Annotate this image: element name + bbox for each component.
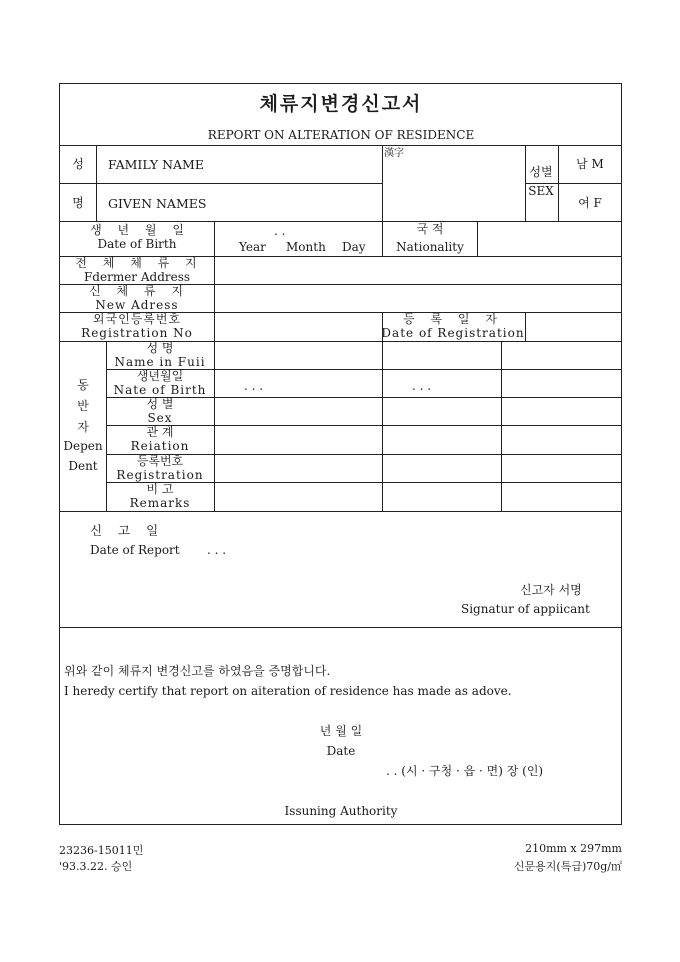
dependent-row-label-en: Nate of Birth bbox=[113, 383, 207, 397]
rule bbox=[96, 145, 97, 221]
new-address-en-label: New Adress bbox=[95, 298, 179, 312]
dependent-birth-dots: . . . bbox=[412, 379, 432, 393]
rule bbox=[214, 221, 215, 511]
rule bbox=[60, 221, 621, 222]
registration-date-en-label: Date of Registration bbox=[381, 326, 525, 340]
rule bbox=[60, 511, 621, 512]
dependent-en-label: Depen bbox=[63, 439, 103, 453]
nationality-ko-label: 국 적 bbox=[416, 222, 444, 236]
dependent-ko-char: 동 bbox=[77, 378, 89, 392]
rule bbox=[501, 341, 502, 511]
rule bbox=[382, 341, 383, 511]
certify-en-text: I heredy certify that report on aiteration of residence has made as adove. bbox=[64, 684, 512, 698]
rule bbox=[60, 627, 621, 628]
rule bbox=[106, 482, 621, 483]
female-option[interactable]: 여 F bbox=[578, 196, 602, 210]
birth-year-label: Year bbox=[239, 240, 266, 254]
rule bbox=[382, 145, 383, 221]
birth-dots: . . bbox=[274, 224, 286, 238]
rule bbox=[60, 341, 621, 342]
dependent-row-label-ko: 생년월일 bbox=[136, 369, 184, 383]
rule bbox=[60, 145, 621, 146]
given-names-label: GIVEN NAMES bbox=[108, 196, 207, 211]
report-date-ko-label: 신 고 일 bbox=[90, 523, 165, 538]
dependent-row-label-ko: 관 계 bbox=[146, 425, 174, 439]
nationality-en-label: Nationality bbox=[396, 240, 464, 254]
rule bbox=[106, 341, 107, 511]
report-date-dots: . . . bbox=[207, 543, 227, 557]
signature-en-label: Signatur of appiicant bbox=[461, 602, 590, 616]
form-title: 체류지변경신고서 bbox=[259, 93, 423, 115]
dependent-row-label-en: Remarks bbox=[129, 496, 191, 510]
rule bbox=[60, 183, 382, 184]
dependent-row-label-en: Name in Fuii bbox=[114, 355, 206, 369]
form-subtitle: REPORT ON ALTERATION OF RESIDENCE bbox=[207, 128, 475, 142]
surname-ko-label: 성 bbox=[72, 157, 84, 171]
dependent-row-label-ko: 등록번호 bbox=[136, 454, 184, 468]
form-code: 23236-15011민 bbox=[59, 844, 144, 857]
male-option[interactable]: 남 M bbox=[576, 157, 604, 171]
new-address-ko-label: 신 체 류 지 bbox=[89, 284, 189, 298]
former-address-ko-label: 전 체 체 류 지 bbox=[75, 256, 203, 270]
dependent-row-label-en: Reiation bbox=[130, 439, 190, 453]
registration-no-ko-label: 외국인등록번호 bbox=[92, 312, 182, 326]
rule bbox=[106, 454, 621, 455]
dependent-row-label-ko: 성 명 bbox=[146, 341, 174, 355]
rule bbox=[525, 145, 526, 221]
birth-en-label: Date of Birth bbox=[97, 237, 177, 251]
certify-date-en-label: Date bbox=[326, 744, 356, 758]
birth-month-label: Month bbox=[286, 240, 326, 254]
dependent-row-label-en: Registration bbox=[116, 468, 204, 482]
residence-alteration-form bbox=[59, 83, 622, 825]
former-address-en-label: Fdermer Address bbox=[83, 270, 191, 284]
report-date-en-label: Date of Report bbox=[90, 543, 180, 557]
authority-ko-label: . . (시 · 구청 · 읍 · 면) 장 (인) bbox=[386, 764, 544, 778]
birth-ko-label: 생 년 월 일 bbox=[90, 223, 190, 237]
authority-en-label: Issuning Authority bbox=[284, 804, 398, 818]
paper-type: 신문용지(특급)70g/㎡ bbox=[513, 860, 622, 873]
certify-date-ko-label: 년 월 일 bbox=[319, 724, 363, 738]
registration-no-en-label: Registration No bbox=[81, 326, 193, 340]
dependent-row-label-ko: 비 고 bbox=[146, 482, 174, 496]
birth-day-label: Day bbox=[342, 240, 366, 254]
dependent-row-label-en: Sex bbox=[147, 411, 173, 425]
registration-date-ko-label: 등 록 일 자 bbox=[403, 312, 503, 326]
sex-ko-label: 성별 bbox=[529, 165, 553, 179]
rule bbox=[106, 425, 621, 426]
dependent-en-label: Dent bbox=[68, 459, 98, 473]
signature-ko-label: 신고자 서명 bbox=[520, 583, 582, 597]
rule bbox=[525, 312, 526, 341]
rule bbox=[106, 397, 621, 398]
certify-ko-text: 위와 같이 체류지 변경신고를 하였음을 증명합니다. bbox=[64, 664, 331, 678]
dependent-ko-char: 반 bbox=[77, 399, 89, 413]
hanja-label: 漢字 bbox=[384, 148, 404, 159]
paper-size: 210mm x 297mm bbox=[525, 842, 622, 855]
rule bbox=[477, 221, 478, 256]
given-ko-label: 명 bbox=[72, 196, 84, 210]
rule bbox=[382, 221, 383, 256]
rule bbox=[558, 145, 559, 221]
dependent-birth-dots: . . . bbox=[244, 379, 264, 393]
family-name-label: FAMILY NAME bbox=[108, 157, 204, 172]
sex-en-label: SEX bbox=[528, 184, 554, 198]
dependent-row-label-ko: 성 별 bbox=[146, 397, 174, 411]
rule bbox=[106, 369, 621, 370]
approval-date: '93.3.22. 승인 bbox=[59, 860, 133, 873]
dependent-ko-char: 자 bbox=[77, 420, 89, 434]
